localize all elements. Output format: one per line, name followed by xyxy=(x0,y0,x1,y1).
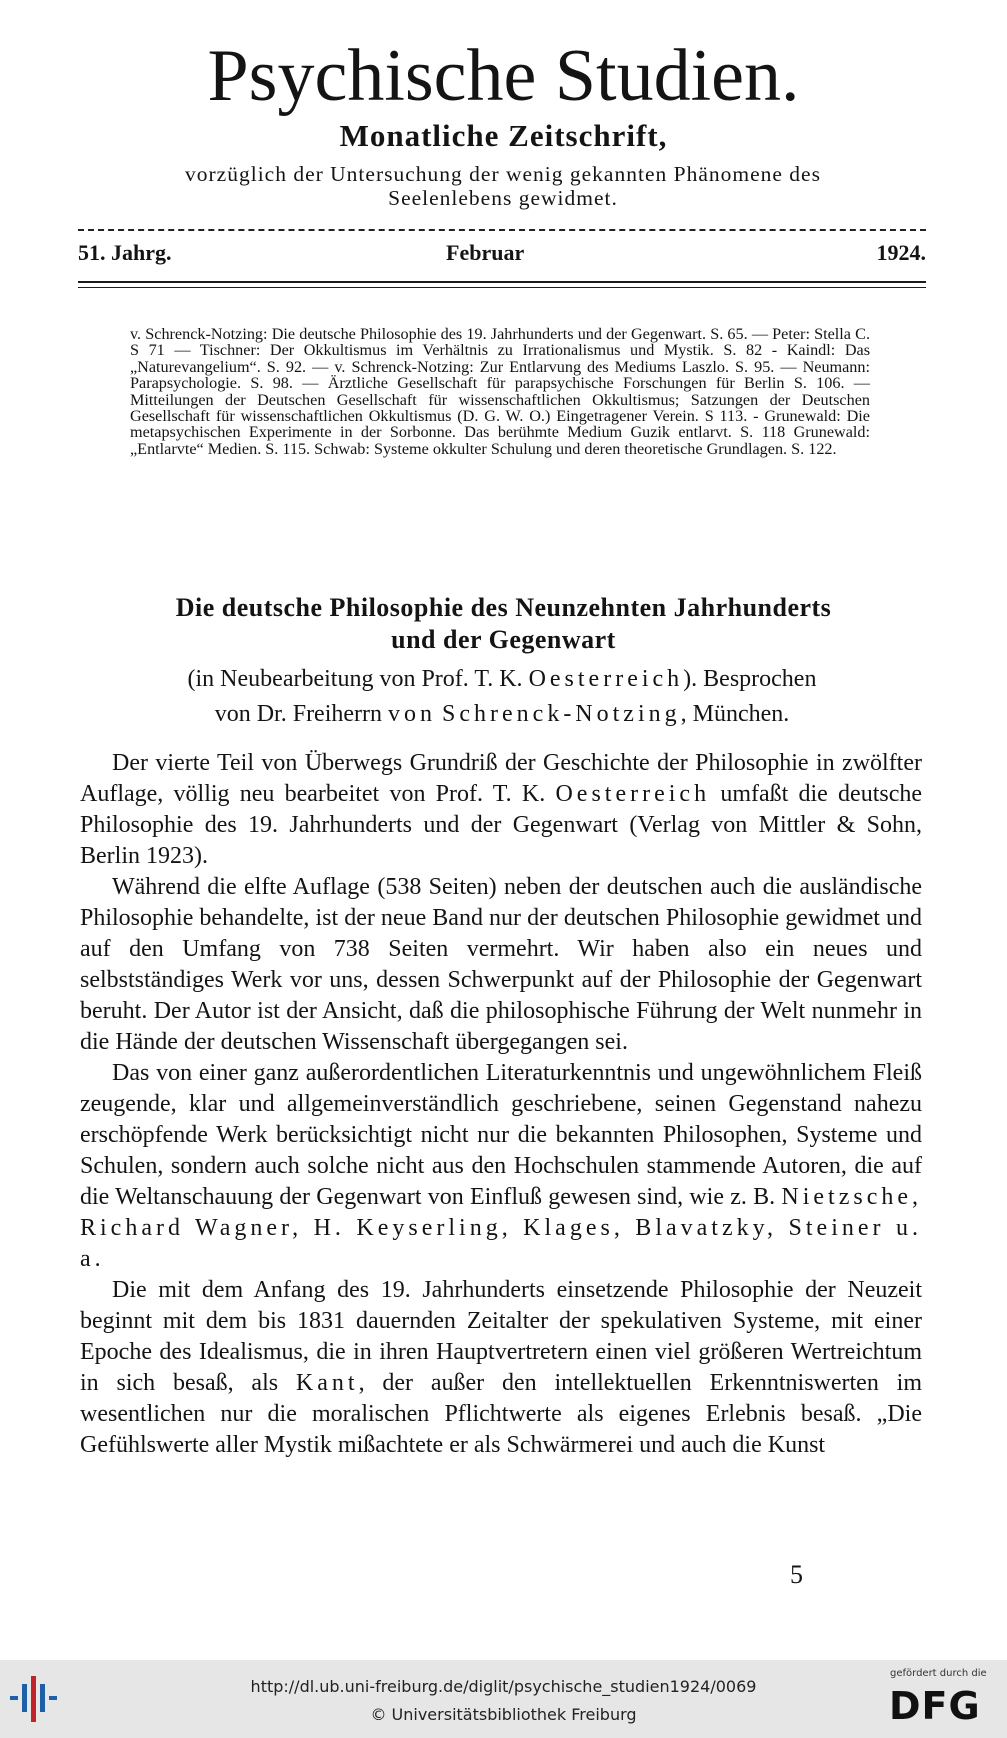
journal-subtitle: Monatliche Zeitschrift, xyxy=(339,118,668,153)
issue-header xyxy=(78,240,926,270)
divider-top xyxy=(78,229,926,231)
names-list: Nietzsche, Richard Wagner, H. Keyserling, Klages, Blavatzky, Steiner u. a. xyxy=(80,1184,923,1272)
volume-year-label: 51. Jahrg. xyxy=(78,240,172,265)
permalink-url[interactable]: http://dl.ub.uni-freiburg.de/diglit/psychische_studien1924/0069 xyxy=(250,1677,757,1696)
paragraph-4: Die mit dem Anfang des 19. Jahrhunderts einsetzende Philosophie der Neuzeit beginnt mit dem bis 1831 dauernden Zeitalter der spekulativen Systeme, mit einer Epoche des Idealismus, die in ihren Hauptvertretern einen viel größeren Wertreichtum in sich besaß, als Kant, der außer den intellektuellen Erkenntniswerten im wesentlichen nur die moralischen Pflichtwerte als eigenes Erlebnis besaß. „Die Gefühlswerte aller Mystik mißachtete er als Schwärmerei und auch die Kunst xyxy=(80,1277,922,1458)
journal-description-line1: vorzüglich der Untersuchung der wenig gekannten Phänomene des xyxy=(185,162,821,186)
paragraph-1: Der vierte Teil von Überwegs Grundriß der Geschichte der Philosophie in zwölfter Auflage, völlig neu bearbeitet von Prof. T. K. Oesterreich umfaßt die deutsche Philosophie des 19. Jahrhunderts und der Gegenwart (Verlag von Mittler & Sohn, Berlin 1923). xyxy=(80,750,923,869)
issue-month: Februar xyxy=(446,240,525,265)
paragraph-2: Während die elfte Auflage (538 Seiten) neben der deutschen auch die ausländische Philosophie behandelte, ist der neue Band nur der deutschen Philosophie gewidmet und auf den Umfang von 738 Seiten vermehrt. Wir haben also ein neues und selbstständiges Werk vor uns, dessen Schwerpunkt auf der Philosophie der Gegenwart beruht. Der Autor ist der Ansicht, daß die philosophische Führung der Welt nunmehr in die Hände der deutschen Wissenschaft übergegangen sei. xyxy=(80,874,922,1055)
paragraph-3: Das von einer ganz außerordentlichen Literaturkenntnis und ungewöhnlichem Fleiß zeugende, klar und allgemeinverständlich geschriebene, seinen Gegenstand nahezu erschöpfende Werk berücksichtigt nicht nur die bekannten Philosophen, Systeme und Schulen, sondern auch solche nicht aus den Hochschulen stammende Autoren, die auf die Weltanschauung der Gegenwart von Einfluß gewesen sind, wie z. B. Nietzsche, Richard Wagner, H. Keyserling, Klages, Blavatzky, Steiner u. a. xyxy=(80,1060,923,1272)
article-title xyxy=(40,592,967,656)
name-oesterreich: Oesterreich xyxy=(555,781,711,807)
divider-bottom-1 xyxy=(78,281,926,283)
dfg-logo: DFG xyxy=(889,1684,981,1728)
table-of-contents: v. Schrenck-Notzing: Die deutsche Philosophie des 19. Jahrhunderts und der Gegenwart. S. 65. — Peter: Stella C. S 71 — Tischner: Der Okkultismus im Verhältnis zu Irrationalismus und Mystik. S. 82 - Kaindl: Das „Naturevangelium“. S. 92. — v. Schrenck-Notzing: Zur Entlarvung des Mediums Laszlo. S. 95. — Neumann: Parapsychologie. S. 98. — Ärztliche Gesellschaft für parapsychische Forschungen für Berlin S. 106. — Mitteilungen der Deutschen Gesellschaft für wissenschaftlichen Okkultismus; Satzungen der Deutschen Gesellschaft für wissenschaftlichen Okkultismus (D. G. W. O.) Eingetragener Verein. S 113. - Grunewald: Die metapsychischen Experimente in der Sorbonne. Das berühmte Medium Guzik entlarvt. S. 118 Grunewald: „Entlarvte“ Medien. S. 115. Schwab: Systeme okkulter Schulung und deren theoretische Grundlagen. S. 122. xyxy=(130,325,870,458)
journal-description xyxy=(78,162,928,210)
divider-bottom-2 xyxy=(78,287,926,288)
funding-note: gefördert durch die xyxy=(890,1668,987,1679)
journal-description-line2: Seelenlebens gewidmet. xyxy=(388,186,618,210)
viewer-footer xyxy=(0,1660,1007,1738)
article-body xyxy=(80,748,922,1461)
byline-editor-name: Oesterreich xyxy=(528,666,684,692)
byline-line2: von Dr. Freiherrn von Schrenck-Notzing, München. xyxy=(214,701,790,727)
issue-year: 1924. xyxy=(876,240,926,265)
page-number: 5 xyxy=(790,1560,803,1589)
byline-line1: (in Neubearbeitung von Prof. T. K. Oesterreich). Besprochen xyxy=(187,666,817,692)
article-byline xyxy=(78,662,926,732)
article-title-line1: Die deutsche Philosophie des Neunzehnten Jahrhunderts xyxy=(175,593,832,622)
article-title-line2: und der Gegenwart xyxy=(391,625,616,654)
journal-title: Psychische Studien. xyxy=(207,35,800,117)
byline-reviewer-name: Schrenck-Notzing xyxy=(442,701,681,727)
name-kant: Kant xyxy=(295,1370,359,1396)
copyright-notice: © Universitätsbibliothek Freiburg xyxy=(370,1705,637,1724)
